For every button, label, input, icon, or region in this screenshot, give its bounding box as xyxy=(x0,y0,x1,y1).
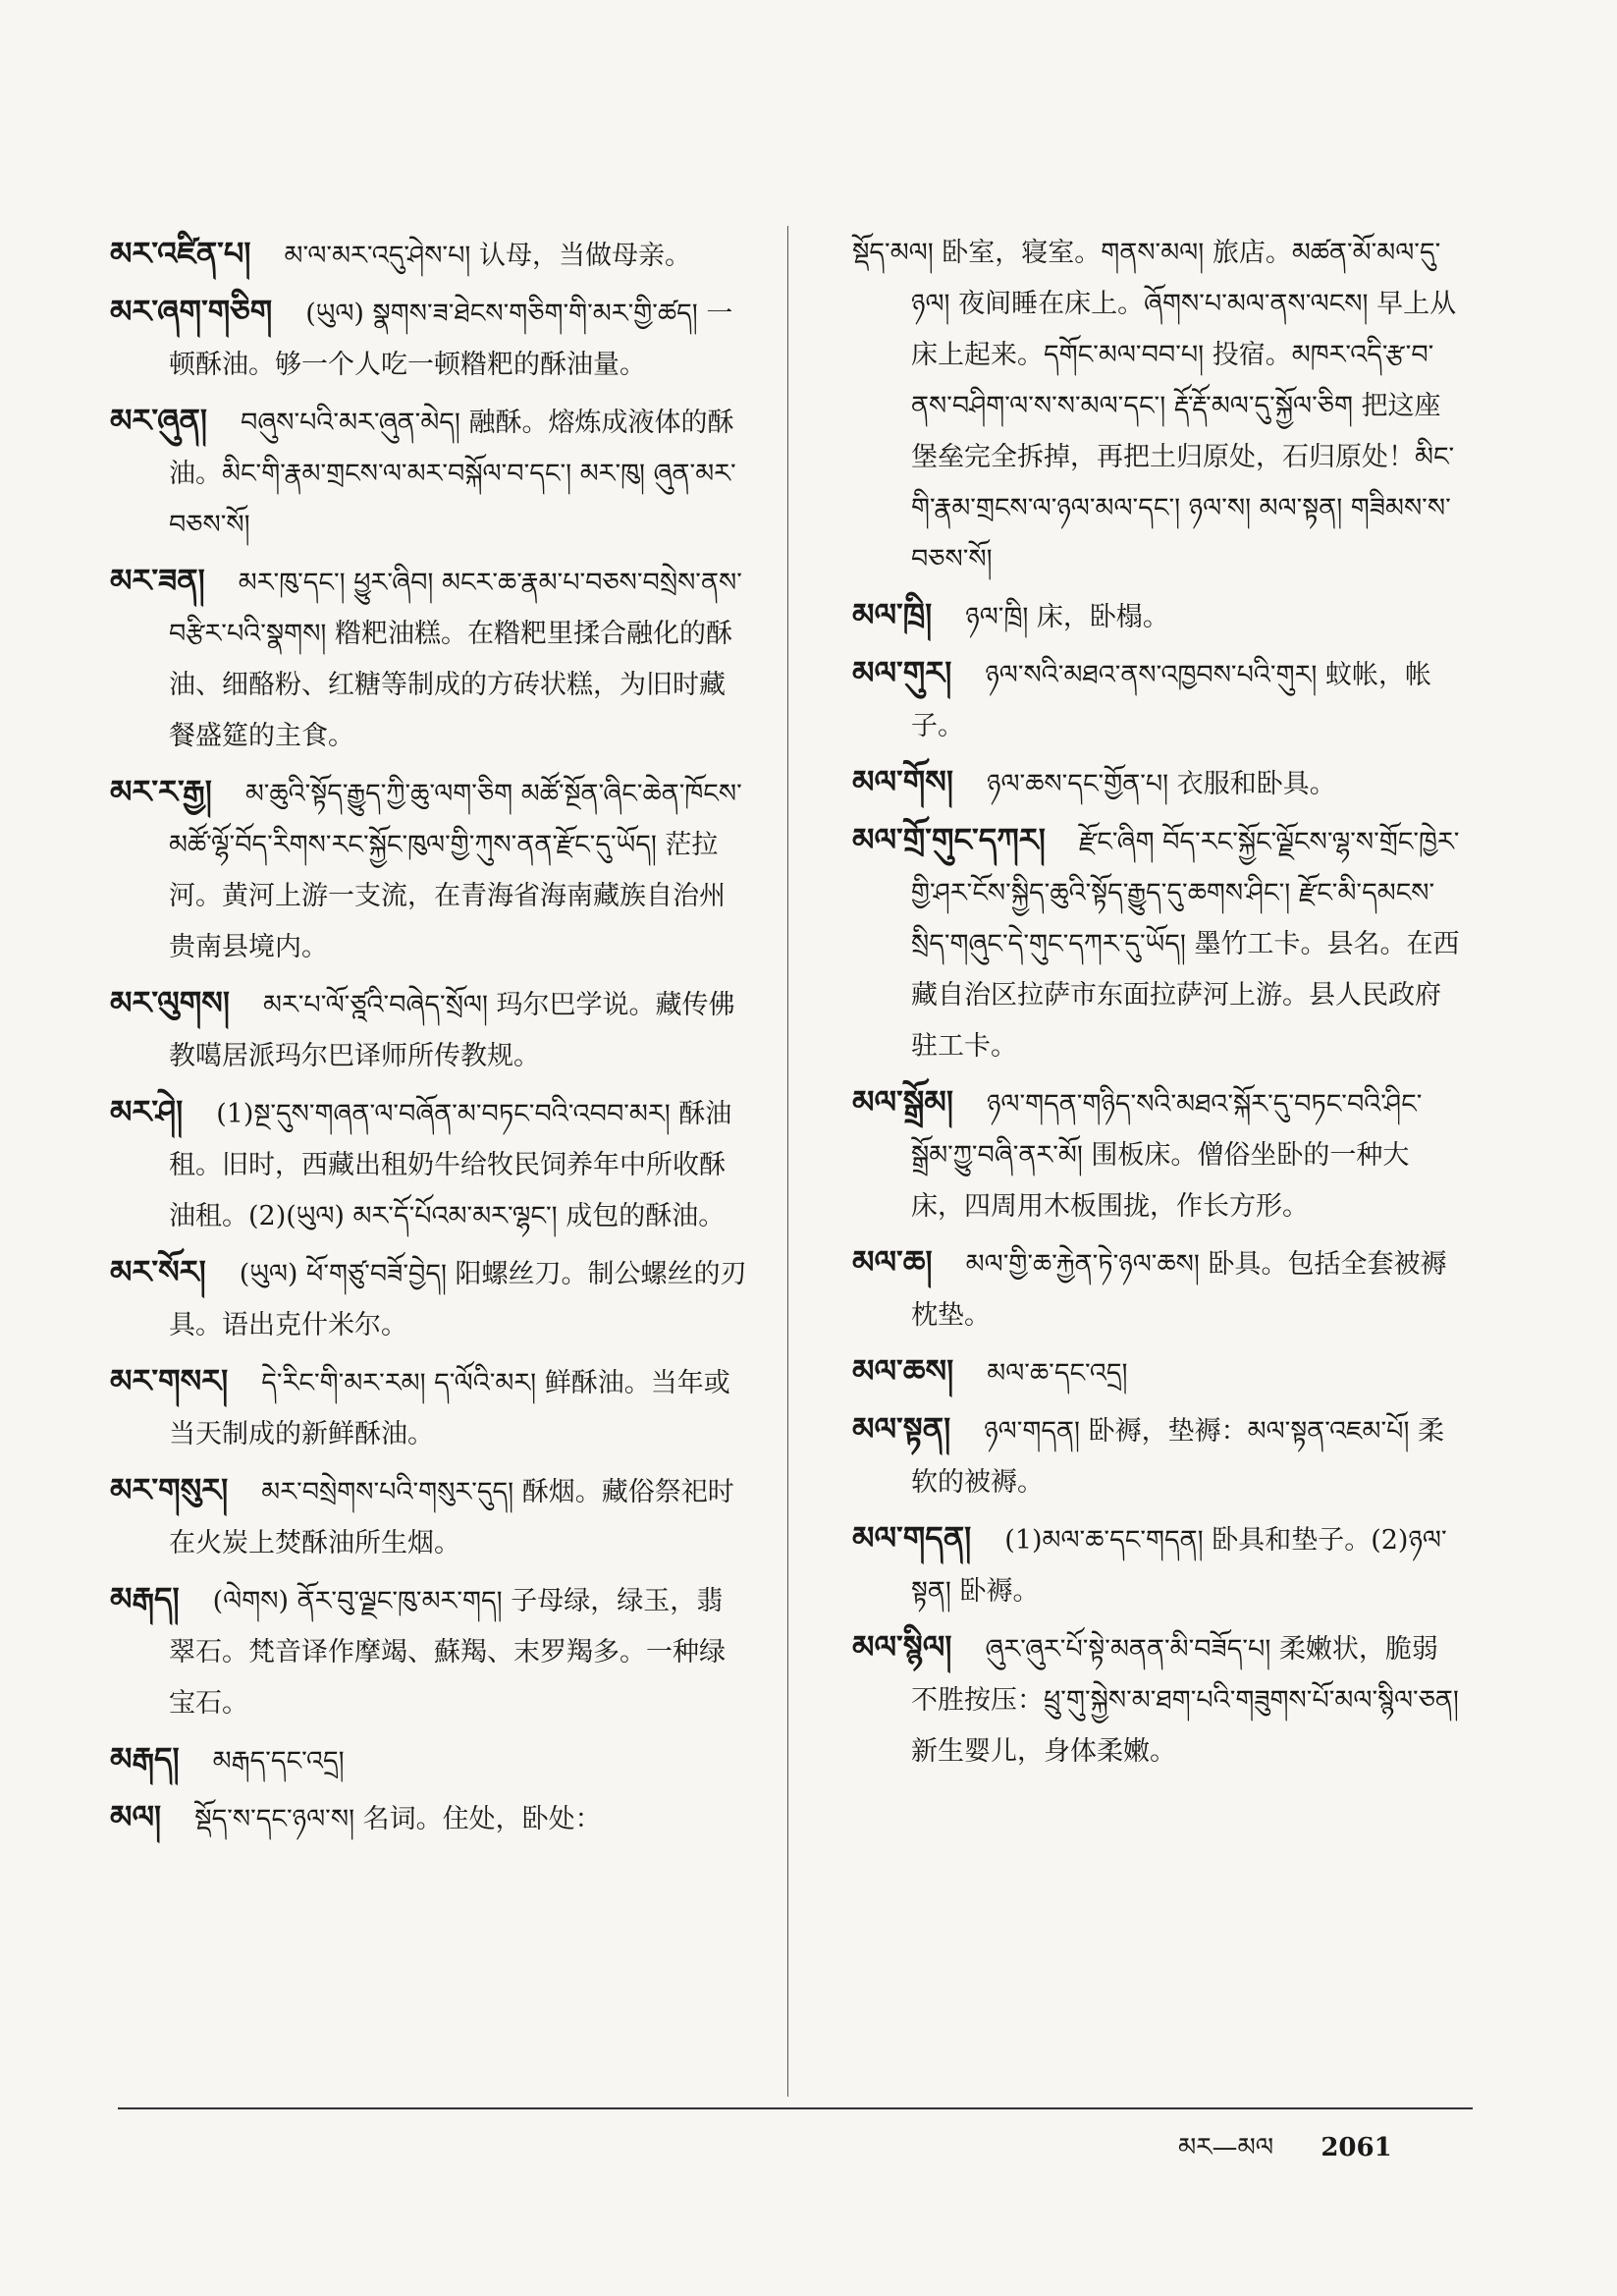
entry-headword: མལ་ཆ། xyxy=(852,1243,933,1281)
entry-definition: མལ་གྱི་ཆ་རྐྱེན་ཏེ་ཉལ་ཆས། 卧具。包括全套被褥枕垫。 xyxy=(911,1249,1447,1331)
footer-range: མར—མལ xyxy=(1178,2133,1274,2162)
dictionary-entry xyxy=(110,1086,748,1242)
entry-definition: རྫོང་ཞིག བོད་རང་སྐྱོང་ལྗོངས་ལྷ་ས་གྲོང་ཁྱེར་གྱི་ཤར་ངོས་སྐྱིད་ཆུའི་སྟོད་རྒྱུད་དུ་ཆགས་ཤིང་། རྫོང་མི་དམངས་སྲིད་གཞུང་དེ་གུང་དཀར་དུ་ཡོད། 墨竹工卡。县名。在西藏自治区拉萨市东面拉萨河上游。县人民政府驻工卡。 xyxy=(911,827,1460,1062)
entry-headword: མལ་གོས། xyxy=(852,763,954,800)
entry-headword: མར་ལུགས། xyxy=(110,984,230,1021)
dictionary-entry xyxy=(110,1791,748,1845)
dictionary-entry xyxy=(852,814,1461,1072)
dictionary-entry xyxy=(110,1464,748,1569)
entry-definition: (ལེགས) ནོར་བུ་ལྗང་ཁུ་མར་གད། 子母绿，绿玉，翡翠石。梵音译作摩竭、蘇羯、末罗羯多。一种绿宝石。 xyxy=(169,1586,726,1719)
entry-definition: ཉལ་གདན་གཉིད་སའི་མཐའ་སྐོར་དུ་བཏང་བའི་ཤིང་སྒྲོམ་ཀྱུ་བཞི་ནར་མོ། 围板床。僧俗坐卧的一种大床，四周用木板围拢，作长方形。 xyxy=(911,1089,1423,1222)
dictionary-entry xyxy=(110,1355,748,1460)
left-column xyxy=(110,228,748,1849)
entry-definition: མལ་ཆ་དང་འདྲ། xyxy=(987,1358,1128,1389)
entry-headword: མལ་སྒྲོམ། xyxy=(852,1083,953,1121)
entry-headword: མར་གསུར། xyxy=(110,1471,229,1508)
entry-definition: (1)སྔ་དུས་གཞན་ལ་བཞོན་མ་བཏང་བའི་འབབ་མར། 酥油租。旧时，西藏出租奶牛给牧民饲养年中所收酥油租。(2)(ཡུལ) མར་དོ་པོའམ་མར་ལྷང་། 成包的酥油。 xyxy=(169,1099,732,1231)
entry-headword: མལ་སྙིལ། xyxy=(852,1628,952,1666)
dictionary-entry xyxy=(852,228,1461,585)
entry-headword: མལ་གྲོ་གུང་དཀར། xyxy=(852,821,1046,858)
entry-headword: མལ་ཆས། xyxy=(852,1352,954,1390)
dictionary-entry xyxy=(852,756,1461,810)
column-divider xyxy=(787,226,788,2097)
entry-headword: མལ་ཁྲི། xyxy=(852,596,933,633)
dictionary-entry xyxy=(110,228,748,282)
entry-definition: དེ་རིང་གི་མར་རམ། ད་ལོའི་མར། 鲜酥油。当年或当天制成的新鲜酥油。 xyxy=(169,1368,730,1449)
page-number: 2061 xyxy=(1321,2133,1392,2162)
entry-headword: མལ་གུར། xyxy=(852,654,952,691)
entry-headword: མར་ཞག་གཅིག xyxy=(110,293,273,330)
entry-headword: མར་ར་རྒྱ། xyxy=(110,773,212,810)
entry-headword: མརྒད། xyxy=(110,1580,180,1617)
footer-rule xyxy=(118,2107,1473,2109)
entry-definition: མརྒད་དང་འདྲ། xyxy=(212,1746,345,1777)
dictionary-entry xyxy=(852,1403,1461,1508)
dictionary-entry xyxy=(852,589,1461,643)
dictionary-entry xyxy=(852,647,1461,752)
dictionary-entry xyxy=(110,395,748,551)
dictionary-entry xyxy=(110,286,748,391)
right-column xyxy=(852,228,1461,1781)
entry-definition: སྡོད་མལ། 卧室，寝室。གནས་མལ། 旅店。མཚན་མོ་མལ་དུ་ཉལ། 夜间睡在床上。ཞོགས་པ་མལ་ནས་ལངས། 早上从床上起来。དགོང་མལ་བབ་པ། 投宿。མཁར་འདི་རྩ་བ་ནས་བཤིག་ལ་ས་ས་མལ་དང་། རྡོ་རྡོ་མལ་དུ་སྐྱོལ་ཅིག 把这座堡垒完全拆掉，再把土归原处，石归原处！མིང་གི་རྣམ་གྲངས་ལ་ཉལ་མལ་དང་། ཉལ་ས། མལ་སྟན། གཟིམས་ས་བཅས་སོ། xyxy=(852,238,1457,574)
dictionary-entry xyxy=(852,1345,1461,1399)
entry-definition: (1)མལ་ཆ་དང་གདན། 卧具和垫子。(2)ཉལ་སྟན། 卧褥。 xyxy=(911,1525,1447,1607)
page-footer xyxy=(1178,2119,1392,2191)
entry-headword: མལ་གདན། xyxy=(852,1519,972,1557)
dictionary-entry xyxy=(852,1512,1461,1617)
entry-headword: མརྒད། xyxy=(110,1740,180,1777)
entry-definition: མ་ཆུའི་སྟོད་རྒྱུད་ཀྱི་ཆུ་ལག་ཅིག མཚོ་སྔོན་ཞིང་ཆེན་ཁོངས་མཚོ་ལྷོ་བོད་རིགས་རང་སྐྱོང་ཁུལ་གྱི་ཀུས་ནན་རྫོང་དུ་ཡོད། 茫拉河。黄河上游一支流，在青海省海南藏族自治州贵南县境内。 xyxy=(169,779,742,962)
dictionary-entry xyxy=(852,1236,1461,1341)
dictionary-entry xyxy=(110,1246,748,1351)
entry-definition: ཉལ་སའི་མཐའ་ནས་འཁྱབས་པའི་གུར། 蚊帐，帐子。 xyxy=(911,660,1431,741)
entry-definition: མ་ལ་མར་འདུ་ཤེས་པ། 认母，当做母亲。 xyxy=(284,241,691,271)
entry-headword: མར་ཞུན། xyxy=(110,402,208,439)
entry-definition: (ཡུལ) སྣགས་ཟ་ཐེངས་གཅིག་གི་མར་གྱི་ཚད། 一顿酥油。够一个人吃一顿糌粑的酥油量。 xyxy=(169,299,733,380)
entry-definition: ཉལ་ཁྲི། 床，卧榻。 xyxy=(965,602,1169,632)
dictionary-entry xyxy=(110,1573,748,1729)
entry-definition: (ཡུལ) ཕོ་གཙུ་བཟོ་བྱེད། 阳螺丝刀。制公螺丝的刃具。语出克什米尔。 xyxy=(169,1259,747,1340)
entry-headword: མར་ཟན། xyxy=(110,562,205,599)
entry-headword: མལ། xyxy=(110,1798,162,1835)
entry-definition: མར་པ་ལོ་ཙྰའི་བཞེད་སྲོལ། 玛尔巴学说。藏传佛教噶居派玛尔巴译师所传教规。 xyxy=(169,990,735,1071)
entry-headword: མར་འཛིན་པ། xyxy=(110,235,251,272)
entry-definition: ཞུར་ཞུར་པོ་སྟེ་མནན་མི་བཟོད་པ། 柔嫩状，脆弱不胜按压：ཕྲུ་གུ་སྐྱེས་མ་ཐག་པའི་གཟུགས་པོ་མལ་སྙིལ་ཅན། 新生婴儿，身体柔嫩。 xyxy=(911,1634,1459,1767)
dictionary-entry xyxy=(110,555,748,762)
entry-definition: བཞུས་པའི་མར་ཞུན་མེད། 融酥。熔炼成液体的酥油。མིང་གི་རྣམ་གྲངས་ལ་མར་བསྐོལ་བ་དང་། མར་ཁུ། ཞུན་མར་བཅས་སོ། xyxy=(169,408,736,540)
entry-definition: སྡོད་ས་དང་ཉལ་ས། 名词。住处，卧处： xyxy=(194,1804,602,1834)
entry-headword: མལ་སྟན། xyxy=(852,1410,951,1448)
entry-definition: མར་ཁུ་དང་། ཕྱུར་ཞིབ། མངར་ཆ་རྣམ་པ་བཅས་བསྲེས་ནས་བརྩིར་པའི་སྣགས། 糌粑油糕。在糌粑里揉合融化的酥油、细酪粉、红糖等制成的方砖状糕，为旧时藏餐盛筵的主食。 xyxy=(169,568,742,751)
dictionary-entry xyxy=(852,1621,1461,1777)
entry-definition: ཉལ་གདན། 卧褥，垫褥：མལ་སྟན་འཇམ་པོ། 柔软的被褥。 xyxy=(911,1416,1445,1498)
entry-definition: མར་བསྲེགས་པའི་གསུར་དུད། 酥烟。藏俗祭祀时在火炭上焚酥油所生烟。 xyxy=(169,1477,734,1558)
entry-headword: མར་གསར། xyxy=(110,1362,229,1399)
dictionary-entry xyxy=(852,1076,1461,1232)
dictionary-entry xyxy=(110,766,748,973)
dictionary-entry xyxy=(110,977,748,1082)
entry-headword: མར་ཤེ། xyxy=(110,1093,184,1130)
entry-headword: མར་སོར། xyxy=(110,1253,206,1290)
dictionary-entry xyxy=(110,1733,748,1787)
entry-definition: ཉལ་ཆས་དང་གྱོན་པ། 衣服和卧具。 xyxy=(987,769,1336,799)
